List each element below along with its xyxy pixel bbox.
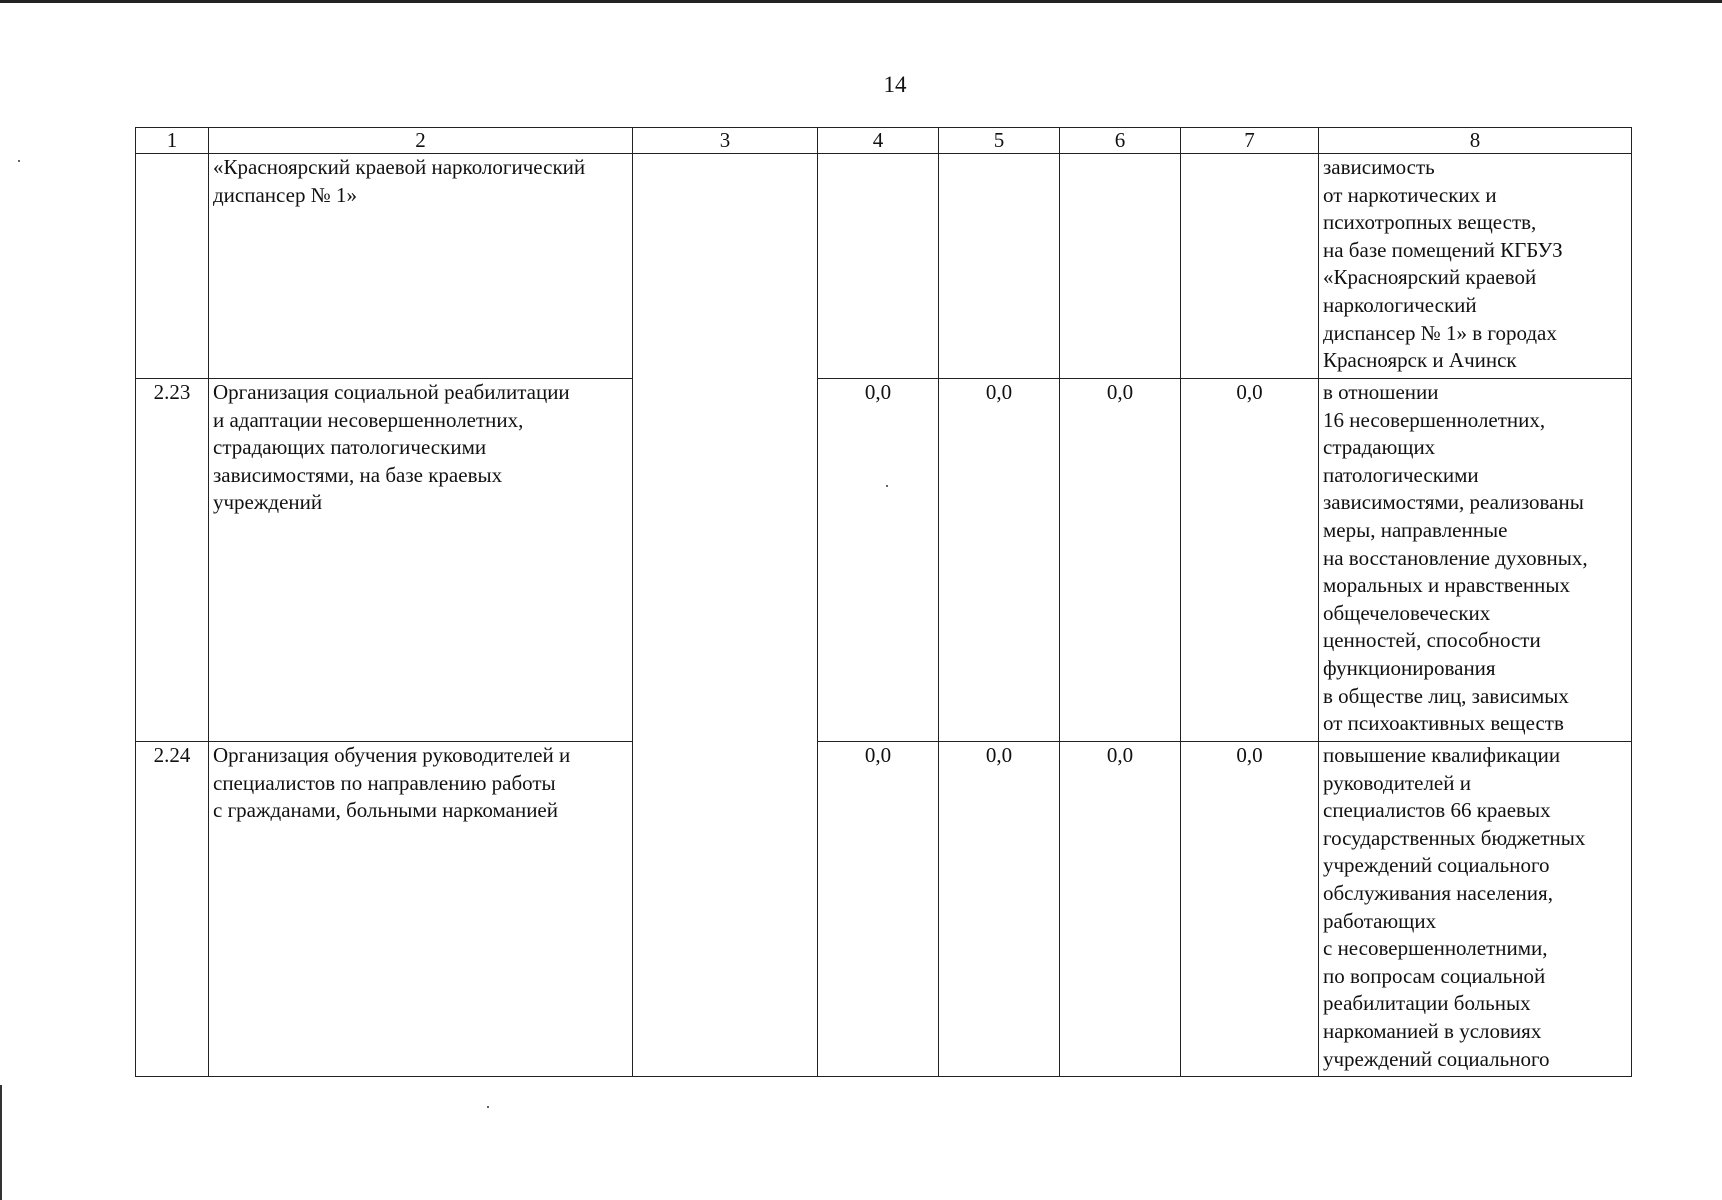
measure-name <box>209 379 633 742</box>
text-line: с несовершеннолетними, <box>1323 936 1548 961</box>
value-cell: 0,0 <box>939 742 1060 1077</box>
row-number: 2.23 <box>136 379 209 742</box>
column-header: 3 <box>633 128 818 154</box>
text-line: функционирования <box>1323 655 1496 680</box>
value-cell: 0,0 <box>1060 742 1181 1077</box>
text-line: Красноярск и Ачинск <box>1323 348 1517 373</box>
table-row <box>136 742 1632 1077</box>
value-cell: 0,0 <box>1060 379 1181 742</box>
text-line: диспансер № 1» в городах <box>1323 320 1557 345</box>
column-header: 4 <box>818 128 939 154</box>
text-line: меры, направленные <box>1323 517 1508 542</box>
text-line: учреждений <box>213 490 323 515</box>
text-line: в отношении <box>1323 380 1439 404</box>
text-line: руководителей и <box>1323 770 1471 795</box>
row-number: 2.24 <box>136 742 209 1077</box>
scan-top-edge <box>0 0 1722 3</box>
text-line: от психоактивных веществ <box>1323 711 1564 736</box>
value-cell: 0,0 <box>1181 742 1319 1077</box>
text-line: психотропных веществ, <box>1323 210 1537 235</box>
expected-result <box>1319 379 1632 742</box>
text-line: на восстановление духовных, <box>1323 545 1588 570</box>
value-cell <box>939 154 1060 379</box>
text-line: реабилитации больных <box>1323 991 1531 1016</box>
value-cell: 0,0 <box>818 379 939 742</box>
text-line: по вопросам социальной <box>1323 963 1546 988</box>
text-line: ценностей, способности <box>1323 628 1541 653</box>
expected-result <box>1319 154 1632 379</box>
text-line: наркологический <box>1323 292 1477 317</box>
text-line: работающих <box>1323 908 1437 933</box>
column-header: 7 <box>1181 128 1319 154</box>
value-cell <box>1060 154 1181 379</box>
column-header: 2 <box>209 128 633 154</box>
text-line: специалистов 66 краевых <box>1323 798 1551 823</box>
column-header: 8 <box>1319 128 1632 154</box>
text-line: на базе помещений КГБУЗ <box>1323 237 1563 262</box>
value-cell: 0,0 <box>1181 379 1319 742</box>
text-line: Организация обучения руководителей и <box>213 743 571 767</box>
text-line: общечеловеческих <box>1323 600 1491 625</box>
text-line: 16 несовершеннолетних, <box>1323 407 1546 432</box>
text-line: наркоманией в условиях <box>1323 1018 1542 1043</box>
text-line: специалистов по направлению работы <box>213 770 556 795</box>
text-line: моральных и нравственных <box>1323 573 1570 598</box>
scan-speck <box>18 160 20 162</box>
table-row <box>136 379 1632 742</box>
text-line: диспансер № 1» <box>213 182 357 207</box>
measure-name <box>209 154 633 379</box>
text-line: учреждений социального <box>1323 853 1550 878</box>
text-line: зависимостями, реализованы <box>1323 490 1584 515</box>
text-line: и адаптации несовершеннолетних, <box>213 407 524 432</box>
text-line: «Красноярский краевой <box>1323 265 1537 290</box>
expected-result <box>1319 742 1632 1077</box>
table-row <box>136 154 1632 379</box>
measure-name <box>209 742 633 1077</box>
scan-speck <box>886 485 888 487</box>
text-line: патологическими <box>1323 462 1479 487</box>
text-line: с гражданами, больными наркоманией <box>213 798 558 823</box>
text-line: «Красноярский краевой наркологический <box>213 155 586 179</box>
text-line: учреждений социального <box>1323 1046 1550 1071</box>
text-line: государственных бюджетных <box>1323 825 1586 850</box>
text-line: страдающих <box>1323 435 1436 460</box>
value-cell <box>818 154 939 379</box>
text-line: Организация социальной реабилитации <box>213 380 570 404</box>
column-3-merged-cell <box>633 154 818 1077</box>
column-header: 6 <box>1060 128 1181 154</box>
scan-left-edge <box>0 1085 2 1200</box>
row-number <box>136 154 209 379</box>
text-line: в обществе лиц, зависимых <box>1323 683 1569 708</box>
value-cell <box>1181 154 1319 379</box>
text-line: обслуживания населения, <box>1323 880 1553 905</box>
column-header: 5 <box>939 128 1060 154</box>
value-cell: 0,0 <box>818 742 939 1077</box>
program-table <box>135 127 1632 1077</box>
text-line: зависимостями, на базе краевых <box>213 462 503 487</box>
value-cell: 0,0 <box>939 379 1060 742</box>
text-line: от наркотических и <box>1323 182 1497 207</box>
text-line: повышение квалификации <box>1323 743 1561 767</box>
column-header: 1 <box>136 128 209 154</box>
page-number: 14 <box>883 72 907 97</box>
text-line: страдающих патологическими <box>213 435 487 460</box>
text-line: зависимость <box>1323 155 1435 179</box>
scan-speck <box>487 1106 489 1108</box>
column-number-header-row <box>136 128 1632 154</box>
